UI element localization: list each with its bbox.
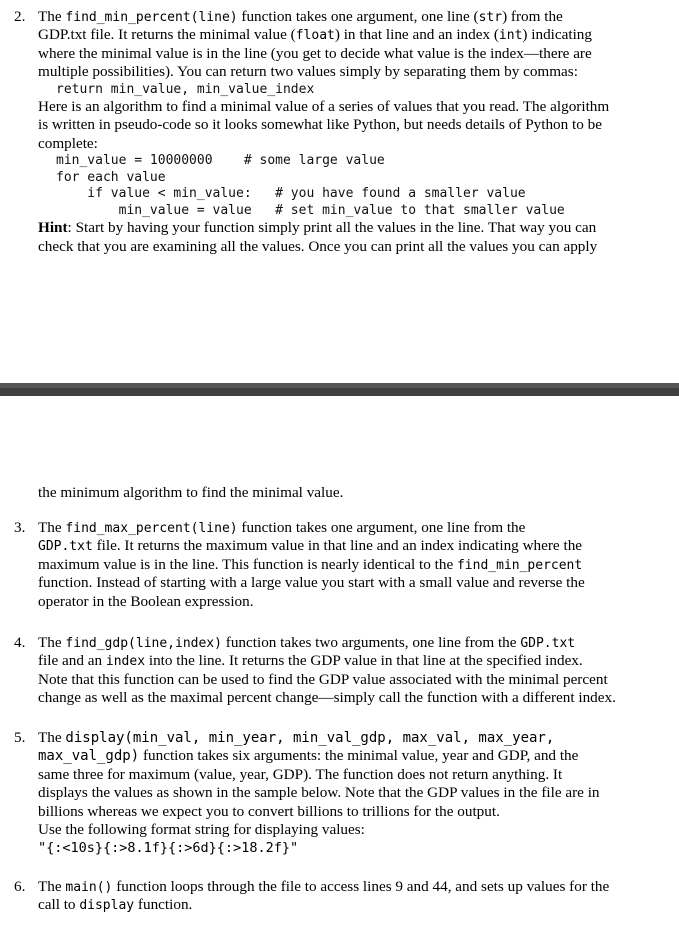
text-line: max_val_gdp) function takes six arguments: the minimal value, year and GDP, and the [38,747,579,765]
text-line: Note that this function can be used to find the GDP value associated with the minimal percent [38,670,608,688]
text-line: operator in the Boolean expression. [38,592,254,610]
item-number: 4. [14,634,26,651]
text-line: same three for maximum (value, year, GDP). The function does not return anything. It [38,765,563,783]
text-line: the minimum algorithm to find the minimal value. [38,484,344,501]
code-line: min_value = value # set min_value to that smaller value [56,202,565,218]
text-line: where the minimal value is in the line (you get to decide what value is the index—there are [38,44,592,62]
item-body [38,729,664,858]
text-line: Use the following format string for displaying values: [38,820,365,838]
format-string: "{:<10s}{:>8.1f}{:>6d}{:>18.2f}" [38,840,299,857]
text-line: maximum value is in the line. This function is nearly identical to the find_min_percent [38,555,583,573]
hint-line: Hint: Start by having your function simply print all the values in the line. That way you can [38,219,597,237]
item-number: 5. [14,729,26,746]
page-separator [0,383,679,396]
text-line: Here is an algorithm to find a minimal value of a series of values that you read. The algorithm [38,98,610,116]
item-number: 2. [14,8,26,25]
item-body [38,484,664,502]
text-line: GDP.txt file. It returns the maximum value in that line and an index indicating where the [38,537,583,555]
page-bottom [0,396,679,925]
text-line: billions whereas we expect you to convert billions to trillions for the output. [38,802,500,820]
text-line: The main() function loops through the file to access lines 9 and 44, and sets up values for the [38,878,610,895]
item-body [38,8,664,256]
text-line: check that you are examining all the values. Once you can print all the values you can apply [38,237,598,255]
text-line: The find_gdp(line,index) function takes two arguments, one line from the GDP.txt [38,634,576,651]
code-line: for each value [56,169,166,185]
hint-label: Hint [38,219,68,237]
page-top [0,0,679,383]
text-line: displays the values as shown in the sample below. Note that the GDP values in the file are in [38,784,600,802]
pseudo-code-block [38,153,664,219]
item-body [38,878,664,915]
item-body [38,634,664,708]
text-line: The display(min_val, min_year, min_val_gdp, max_val, max_year, [38,729,555,746]
text-line: The find_max_percent(line) function takes one argument, one line from the [38,519,526,536]
text-line: The find_min_percent(line) function takes one argument, one line (str) from the [38,8,563,25]
text-line: is written in pseudo-code so it looks somewhat like Python, but needs details of Python to be [38,116,602,134]
item-body [38,519,664,611]
text-line: multiple possibilities). You can return two values simply by separating them by commas: [38,63,578,81]
text-line: complete: [38,134,98,152]
code-line: min_value = 10000000 # some large value [56,153,385,169]
text-line: change as well as the maximal percent change—simply call the function with a different index. [38,689,616,707]
code-return: return min_value, min_value_index [56,81,315,97]
code-line: if value < min_value: # you have found a smaller value [56,186,526,202]
item-number: 3. [14,519,26,536]
text-line: GDP.txt file. It returns the minimal value (float) in that line and an index (int) indicating [38,26,592,44]
item-number: 6. [14,878,26,895]
text-line: call to display function. [38,896,193,914]
text-line: file and an index into the line. It returns the GDP value in that line at the specified index. [38,652,583,670]
text-line: function. Instead of starting with a large value you start with a small value and reverse the [38,574,585,592]
